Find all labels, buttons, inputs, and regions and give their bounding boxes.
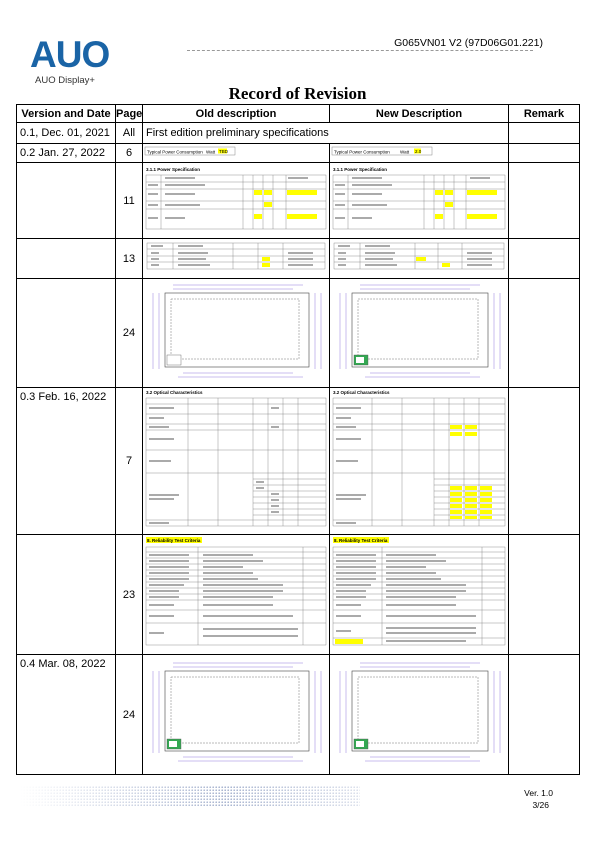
page-cell: 6	[116, 144, 143, 163]
old-description-cell	[143, 239, 330, 279]
logo-subtitle: AUO Display+	[35, 75, 95, 86]
version-cell: 0.4 Mar. 08, 2022	[17, 655, 116, 775]
page-title: Record of Revision	[228, 84, 367, 103]
document-id: G065VN01 V2 (97D06G01.221)	[394, 37, 543, 49]
svg-text:2.0: 2.0	[415, 149, 422, 154]
svg-text:Typical Power Consumption: Typical Power Consumption	[334, 149, 390, 155]
svg-text:3.1.1 Power Specification: 3.1.1 Power Specification	[333, 167, 388, 172]
col-header-page: Page	[116, 105, 143, 123]
old-power-spec-thumbnail	[143, 163, 330, 233]
new-description-cell	[330, 279, 509, 388]
remark-cell	[509, 388, 580, 535]
logo-wordmark: AUO	[30, 34, 110, 75]
remark-cell	[509, 163, 580, 239]
remark-cell	[509, 123, 580, 144]
auo-logo	[30, 36, 109, 86]
new-description-cell	[330, 535, 509, 655]
old-backlight-table-thumbnail	[143, 239, 330, 273]
svg-text:3.2 Optical Characteristics: 3.2 Optical Characteristics	[333, 390, 390, 395]
table-row	[17, 388, 580, 535]
new-description-cell	[330, 163, 509, 239]
version-cell	[17, 279, 116, 388]
remark-cell	[509, 239, 580, 279]
table-row	[17, 655, 580, 775]
remark-cell	[509, 279, 580, 388]
old-optical-characteristics-thumbnail	[143, 388, 330, 529]
page-cell: 23	[116, 535, 143, 655]
new-description-cell	[330, 239, 509, 279]
table-row	[17, 279, 580, 388]
version-cell: 0.3 Feb. 16, 2022	[17, 388, 116, 535]
page-cell: 24	[116, 655, 143, 775]
table-row	[17, 239, 580, 279]
col-header-old: Old description	[143, 105, 330, 123]
old-description-cell: First edition preliminary specifications	[143, 123, 509, 144]
old-reliability-test-thumbnail	[143, 535, 330, 649]
svg-text:8. Reliability Test Criteria: 8. Reliability Test Criteria	[334, 538, 388, 543]
old-description-cell	[143, 535, 330, 655]
remark-cell	[509, 535, 580, 655]
remark-cell	[509, 655, 580, 775]
version-cell	[17, 163, 116, 239]
footer-page-number: 3/26	[532, 800, 549, 810]
footer-dot-pattern	[20, 786, 360, 806]
new-description-cell	[330, 144, 509, 163]
old-description-cell	[143, 279, 330, 388]
svg-text:3.1.1 Power Specification: 3.1.1 Power Specification	[146, 167, 201, 172]
svg-text:3.2 Optical Characteristics: 3.2 Optical Characteristics	[146, 390, 203, 395]
new-reliability-test-thumbnail	[330, 535, 509, 649]
old-outline-drawing-thumbnail	[143, 279, 330, 382]
new-outline-drawing-v04-thumbnail	[330, 655, 509, 769]
col-header-remark: Remark	[509, 105, 580, 123]
page-cell: 7	[116, 388, 143, 535]
old-description-cell	[143, 655, 330, 775]
svg-text:Watt: Watt	[206, 149, 216, 155]
new-optical-characteristics-thumbnail	[330, 388, 509, 529]
version-cell	[17, 239, 116, 279]
old-power-snippet	[143, 145, 330, 157]
table-row	[17, 163, 580, 239]
svg-text:TBD: TBD	[219, 149, 228, 154]
col-header-new: New Description	[330, 105, 509, 123]
table-header-row	[17, 105, 580, 123]
new-description-cell	[330, 655, 509, 775]
revision-table	[16, 104, 580, 775]
old-description-cell	[143, 163, 330, 239]
new-description-cell	[330, 388, 509, 535]
old-description-cell	[143, 144, 330, 163]
old-outline-drawing-v04-thumbnail	[143, 655, 330, 769]
svg-text:8. Reliability Test Criteria: 8. Reliability Test Criteria	[147, 538, 201, 543]
col-header-version: Version and Date	[17, 105, 116, 123]
svg-text:Watt: Watt	[400, 149, 410, 155]
page-cell: 24	[116, 279, 143, 388]
table-row	[17, 123, 580, 144]
new-outline-drawing-thumbnail	[330, 279, 509, 382]
page-cell: 13	[116, 239, 143, 279]
new-power-snippet	[330, 145, 509, 157]
page-cell: All	[116, 123, 143, 144]
version-cell: 0.2 Jan. 27, 2022	[17, 144, 116, 163]
version-cell: 0.1, Dec. 01, 2021	[17, 123, 116, 144]
remark-cell	[509, 144, 580, 163]
table-row	[17, 535, 580, 655]
page-cell: 11	[116, 163, 143, 239]
table-row	[17, 144, 580, 163]
svg-text:Typical Power Consumption: Typical Power Consumption	[147, 149, 203, 155]
new-power-spec-thumbnail	[330, 163, 509, 233]
footer-version: Ver. 1.0	[524, 788, 553, 798]
new-backlight-table-thumbnail	[330, 239, 509, 273]
old-description-cell	[143, 388, 330, 535]
header-divider	[187, 50, 533, 51]
version-cell	[17, 535, 116, 655]
